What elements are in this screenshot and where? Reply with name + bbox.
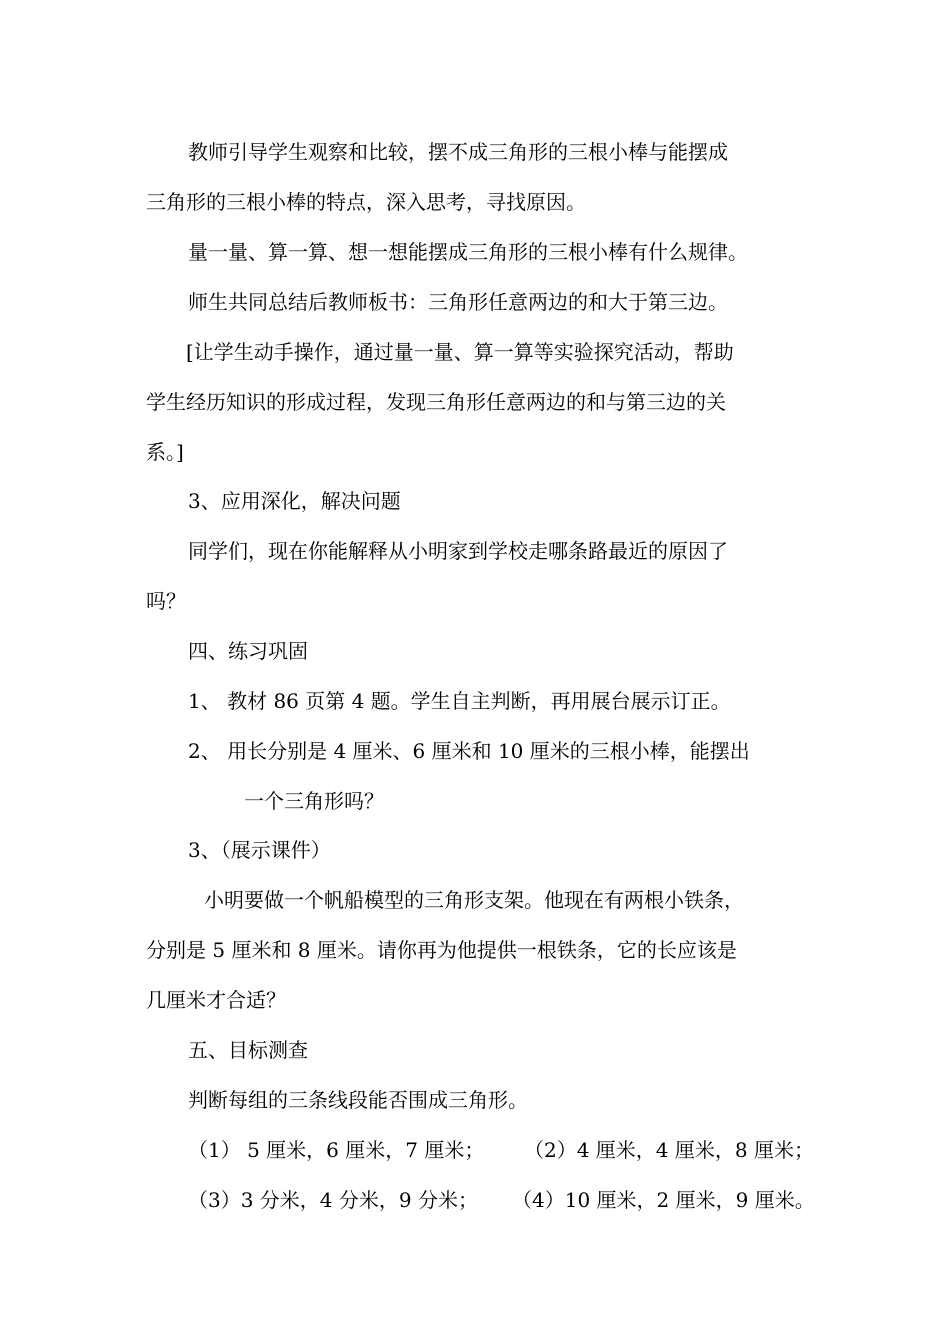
section-heading: 五、目标测查 xyxy=(188,1038,308,1062)
paragraph-line: 教师引导学生观察和比较，摆不成三角形的三根小棒与能摆成 xyxy=(188,140,728,164)
paragraph-line: 三角形的三根小棒的特点，深入思考，寻找原因。 xyxy=(146,190,586,214)
exercise-item: （4）10 厘米，2 厘米，9 厘米。 xyxy=(512,1188,815,1212)
paragraph-line: [让学生动手操作，通过量一量、算一算等实验探究活动，帮助 xyxy=(186,340,734,364)
exercise-item: （2）4 厘米，4 厘米，8 厘米； xyxy=(524,1138,814,1162)
paragraph-line: 系。] xyxy=(146,440,184,464)
paragraph-line: 几厘米才合适？ xyxy=(146,988,286,1012)
paragraph-line: 学生经历知识的形成过程，发现三角形任意两边的和与第三边的关 xyxy=(146,390,726,414)
paragraph-line: 小明要做一个帆船模型的三角形支架。他现在有两根小铁条， xyxy=(204,888,744,912)
list-item-continuation: 一个三角形吗？ xyxy=(244,789,384,813)
exercise-item: （3）3 分米，4 分米，9 分米； xyxy=(188,1188,478,1212)
section-heading: 四、练习巩固 xyxy=(188,639,308,663)
paragraph-line: 吗？ xyxy=(146,589,186,613)
section-heading: 3、应用深化，解决问题 xyxy=(188,489,401,513)
paragraph-line: 师生共同总结后教师板书：三角形任意两边的和大于第三边。 xyxy=(188,290,728,314)
list-item: 2、 用长分别是 4 厘米、6 厘米和 10 厘米的三根小棒，能摆出 xyxy=(188,739,750,763)
paragraph-line: 量一量、算一算、想一想能摆成三角形的三根小棒有什么规律。 xyxy=(188,240,748,264)
paragraph-line: 分别是 5 厘米和 8 厘米。请你再为他提供一根铁条，它的长应该是 xyxy=(146,938,737,962)
paragraph-line: 同学们，现在你能解释从小明家到学校走哪条路最近的原因了 xyxy=(188,539,728,563)
paragraph-line: 判断每组的三条线段能否围成三角形。 xyxy=(188,1088,528,1112)
list-item: 3、（展示课件） xyxy=(188,838,331,862)
exercise-item: （1） 5 厘米，6 厘米，7 厘米； xyxy=(188,1138,485,1162)
list-item: 1、 教材 86 页第 4 题。学生自主判断，再用展台展示订正。 xyxy=(188,689,731,713)
